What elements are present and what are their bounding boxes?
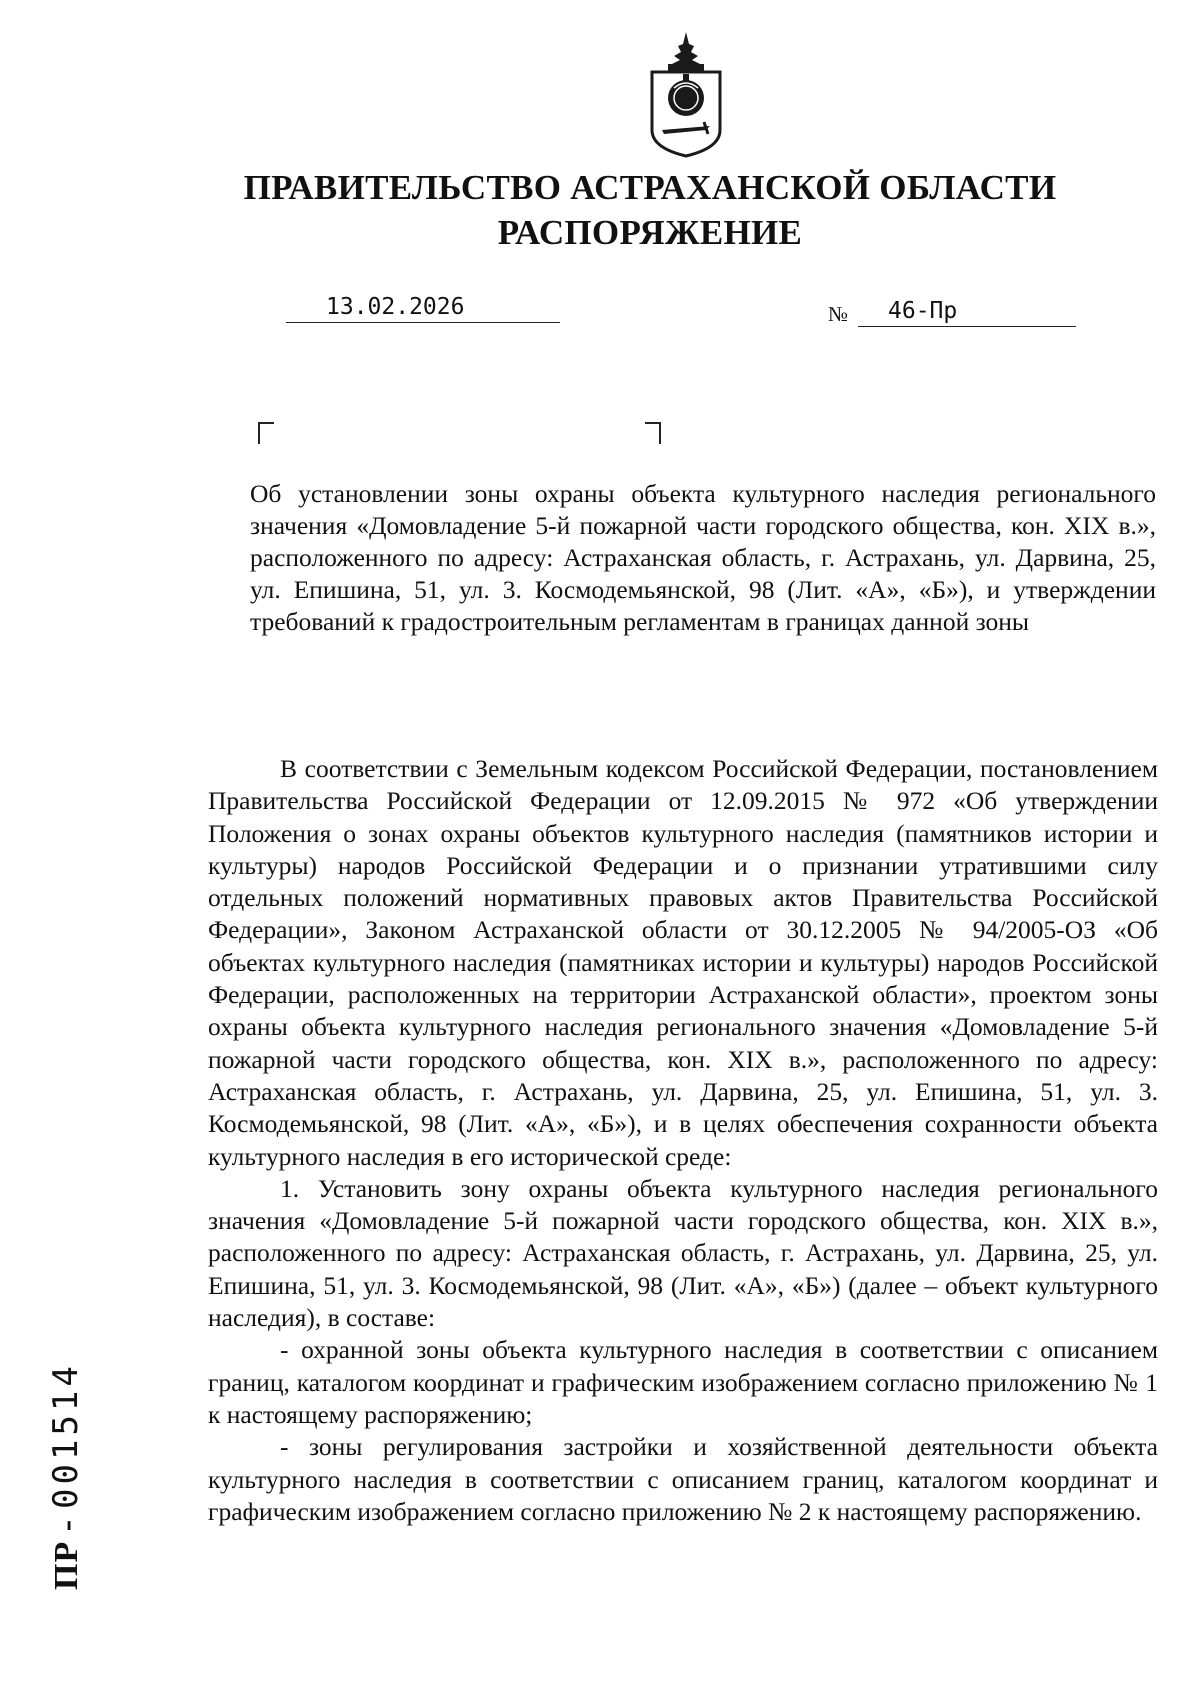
bullet-protection-zone: - охранной зоны объекта культурного наследия в соответствии с описанием границ, каталогом координат и графическим изображением согласно приложению № 1 к настоящему распоряжению; xyxy=(208,1335,1158,1429)
subject-bracket-right xyxy=(645,422,661,444)
registration-prefix: ПР - xyxy=(48,1518,85,1590)
document-subject: Об установлении зоны охраны объекта культурного наследия регионального значения «Домовладение 5-й пожарной части городского общества, кон. XIX в.», расположенного по адресу: Астраханская область, г. Астрахань, ул. Дарвина, 25, ул. Епишина, 51, ул. 3. Космодемьянской, 98 (Лит. «А», «Б»), и утверждении требований к градостроительным регламентам в границах данной зоны xyxy=(250,479,1156,636)
registration-stamp xyxy=(46,1362,86,1590)
document-date-field xyxy=(286,292,560,323)
preamble-paragraph: В соответствии с Земельным кодексом Российской Федерации, постановлением Правительства Российской Федерации от 12.09.2015 № 972 «Об утверждении Положения о зонах охраны объектов культурного наследия (памятников истории и культуры) народов Российской Федерации и о признании утратившими силу отдельных положений нормативных правовых актов Правительства Российской Федерации», Законом Астраханской области от 30.12.2005 № 94/2005-ОЗ «Об объектах культурного наследия (памятниках истории и культуры) народов Российской Федерации, расположенных на территории Астраханской области», проектом зоны охраны объекта культурного наследия регионального значения «Домовладение 5-й пожарной части городского общества, кон. XIX в.», расположенного по адресу: Астраханская область, г. Астрахань, ул. Дарвина, 25, ул. Епишина, 51, ул. 3. Космодемьянской, 98 (Лит. «А», «Б»), и в целях обеспечения сохранности объекта культурного наследия в его исторической среде: xyxy=(208,754,1158,1171)
item-1-paragraph: 1. Установить зону охраны объекта культурного наследия регионального значения «Домовладение 5-й пожарной части городского общества, кон. XIX в.», расположенного по адресу: Астраханская область, г. Астрахань, ул. Дарвина, 25, ул. Епишина, 51, ул. 3. Космодемьянской, 98 (Лит. «А», «Б») (далее – объект культурного наследия), в составе: xyxy=(208,1173,1158,1333)
number-label: № xyxy=(828,302,849,326)
registration-code: 001514 xyxy=(46,1362,86,1509)
document-type: РАСПОРЯЖЕНИЕ xyxy=(497,213,803,252)
government-name: ПРАВИТЕЛЬСТВО АСТРАХАНСКОЙ ОБЛАСТИ xyxy=(243,168,1057,207)
document-body xyxy=(208,753,1158,1528)
coat-of-arms-emblem xyxy=(646,30,726,158)
subject-bracket-left xyxy=(258,422,274,444)
document-number-field xyxy=(858,292,1076,327)
document-date: 13.02.2026 xyxy=(326,294,465,320)
bullet-regulation-zone: - зоны регулирования застройки и хозяйственной деятельности объекта культурного наследия в соответствии с описанием границ, каталогом координат и графическим изображением согласно приложению № 2 к настоящему распоряжению. xyxy=(208,1432,1158,1526)
document-number: 46-Пр xyxy=(888,298,958,324)
